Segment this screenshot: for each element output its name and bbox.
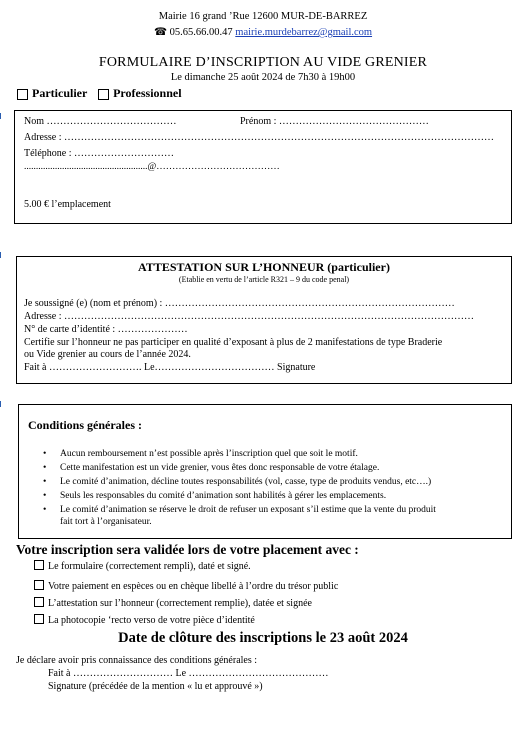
validation-item[interactable]: L’attestation sur l’honneur (correctement remplie), datée et signée xyxy=(34,597,312,609)
condition-item: • Le comité d’animation, décline toutes responsabilités (vol, casse, type de produits vendus, etc….) xyxy=(43,477,432,487)
validation-item[interactable]: La photocopie ‘recto verso de votre pièce d’identité xyxy=(34,614,255,626)
declaration-text: Je déclare avoir pris connaissance des conditions générales : xyxy=(16,655,258,666)
condition-item: • Aucun remboursement n’est possible après l’inscription quel que soit le motif. xyxy=(43,449,358,459)
price-text: 5.00 € l’emplacement xyxy=(24,199,111,210)
telephone-icon: ☎ xyxy=(153,27,168,38)
email-field[interactable]: ....................................................@………………………………… xyxy=(24,162,280,172)
attestation-title: ATTESTATION SUR L’HONNEUR (particulier) xyxy=(138,260,390,274)
validation-checkbox[interactable] xyxy=(34,580,44,590)
nom-field[interactable]: Nom ………………………………… xyxy=(24,116,177,127)
margin-marker xyxy=(0,113,4,119)
condition-item: • Cette manifestation est un vide grenier, vous êtes donc responsable de votre étalage. xyxy=(43,463,380,473)
email-link[interactable]: mairie.murdebarrez@gmail.com xyxy=(235,27,373,38)
prenom-field[interactable]: Prénom : ……………………………………… xyxy=(240,116,429,127)
soussigne-field[interactable]: Je soussigné (e) (nom et prénom) : …………………………………………………………………………… xyxy=(24,298,455,309)
particulier-option[interactable] xyxy=(17,86,87,100)
carte-identite-field[interactable]: N° de carte d’identité : ………………… xyxy=(24,324,188,335)
conditions-title: Conditions générales : xyxy=(28,418,142,432)
phone-number: 05.65.66.00.47 xyxy=(169,27,233,38)
closing-signature-line[interactable]: Signature (précédée de la mention « lu et approuvé ») xyxy=(48,681,263,692)
type-selector xyxy=(17,86,182,101)
page-title: FORMULAIRE D’INSCRIPTION AU VIDE GRENIER xyxy=(98,55,428,70)
particulier-checkbox[interactable] xyxy=(17,89,28,100)
condition-item: • Seuls les responsables du comité d’animation sont habilités à gérer les emplacements. xyxy=(43,491,387,501)
professionnel-checkbox[interactable] xyxy=(98,89,109,100)
mairie-address: Mairie 16 grand ’Rue 12600 MUR-DE-BARREZ xyxy=(158,11,368,22)
certifie-text-2: ou Vide grenier au cours de l’année 2024. xyxy=(24,349,191,360)
closing-date-title: Date de clôture des inscriptions le 23 août 2024 xyxy=(118,630,408,646)
conditions-list xyxy=(43,448,506,530)
adresse-field[interactable]: Adresse : ………………………………………………………………………………………………………………… xyxy=(24,132,494,143)
validation-checkbox[interactable] xyxy=(34,560,44,570)
professionnel-label: Professionnel xyxy=(113,86,182,100)
attestation-adresse-field[interactable]: Adresse : …………………………………………………………………………………………………………… xyxy=(24,311,474,322)
telephone-field[interactable]: Téléphone : ………………………… xyxy=(24,148,174,159)
validation-checkbox[interactable] xyxy=(34,597,44,607)
contact-line xyxy=(0,26,526,38)
margin-marker xyxy=(0,401,4,407)
professionnel-option[interactable] xyxy=(98,86,181,100)
certifie-text-1: Certifie sur l’honneur ne pas participer en qualité d’exposant à plus de 2 manifestations de type Braderie xyxy=(24,337,443,348)
validation-item[interactable]: Votre paiement en espèces ou en chèque libellé à l’ordre du trésor public xyxy=(34,580,338,592)
validation-item[interactable]: Le formulaire (correctement rempli), daté et signé. xyxy=(34,560,251,572)
closing-fait-line[interactable]: Fait à ………………………… Le …………………………………… xyxy=(48,668,329,679)
condition-item: • Le comité d’animation se réserve le droit de refuser un exposant s’il estime que la vente du produit xyxy=(43,505,436,515)
validation-checkbox[interactable] xyxy=(34,614,44,624)
event-date: Le dimanche 25 août 2024 de 7h30 à 19h00 xyxy=(170,72,356,83)
fait-signature-line[interactable]: Fait à ………………………. Le……………………………… Signature xyxy=(24,362,316,373)
attestation-subtitle: (Etablie en vertu de l’article R321 – 9 du code penal) xyxy=(178,275,350,284)
condition-item-continued: fait tort à l’organisateur. xyxy=(60,517,152,527)
margin-marker xyxy=(0,252,4,258)
particulier-label: Particulier xyxy=(32,86,88,100)
validation-title: Votre inscription sera validée lors de votre placement avec : xyxy=(16,542,359,557)
